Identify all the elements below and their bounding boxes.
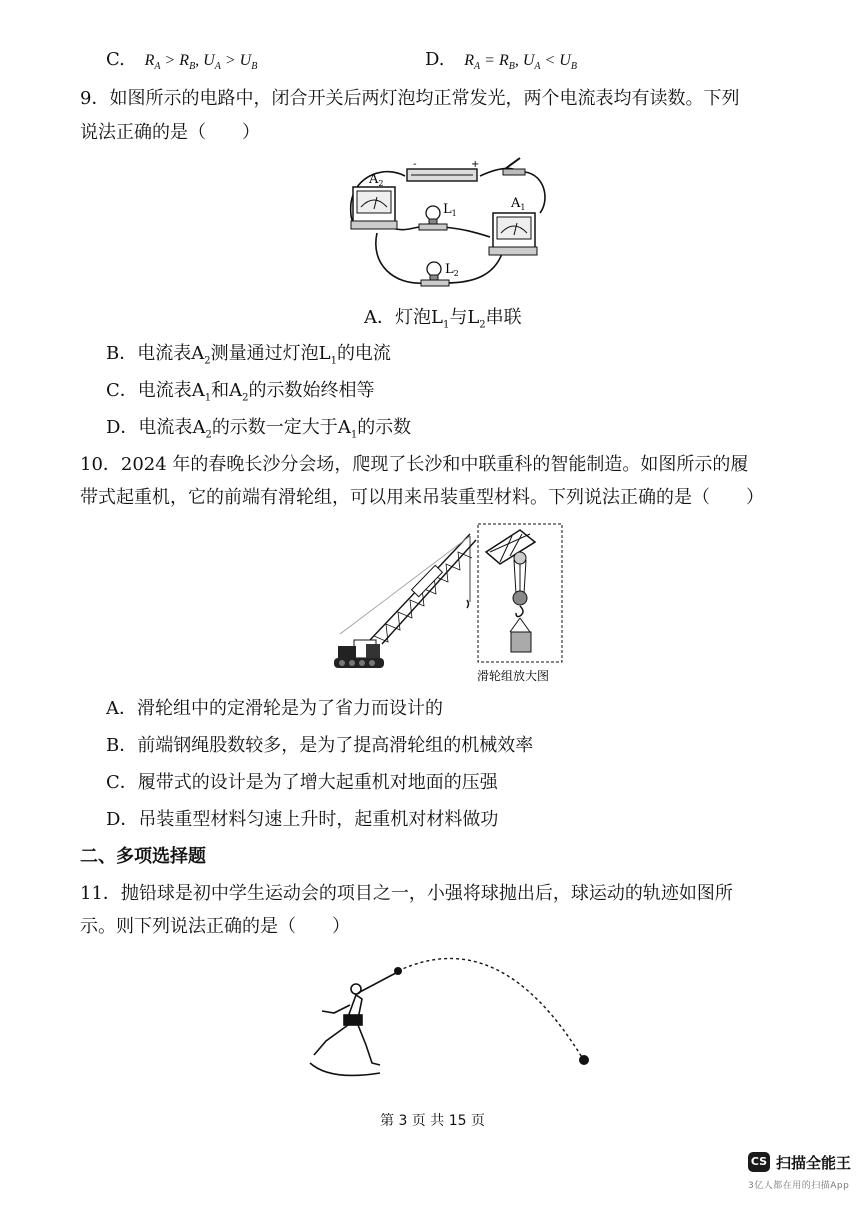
crane-hook (467, 600, 469, 608)
opt-sub: 2 (205, 429, 212, 441)
option-label: C. (106, 49, 125, 70)
opt-text: 的电流 (336, 343, 391, 364)
opt-symbol: L (318, 343, 331, 364)
q9-option-a (364, 306, 522, 338)
switch-lever (505, 158, 520, 169)
opt-sub: 2 (204, 355, 211, 367)
opt-text: D．电流表 (106, 417, 193, 438)
opt-text: 测量通过灯泡 (210, 343, 319, 364)
opt-text: C．电流表 (106, 380, 192, 401)
opt-sub: 1 (350, 429, 358, 441)
pulley-zoom-caption: 滑轮组放大图 (477, 669, 550, 683)
q11-stem-line1: 11．抛铅球是初中学生运动会的项目之一，小强将球抛出后，球运动的轨迹如图所 (80, 883, 733, 904)
opt-symbol: L (467, 307, 480, 328)
opt-text: 串联 (485, 307, 522, 328)
q10-stem-line2: 带式起重机，它的前端有滑轮组，可以用来吊装重型材料。下列说法正确的是（ ） (80, 487, 764, 508)
section-heading-multiple-choice: 二、多项选择题 (80, 846, 206, 867)
q10-stem-line1: 10．2024 年的春晚长沙分会场，爬现了长沙和中联重科的智能制造。如图所示的履 (80, 454, 749, 475)
scanner-app-name: 扫描全能王 (776, 1154, 852, 1172)
q9-stem-line2: 说法正确的是（ ） (80, 122, 260, 143)
a1-label: $A_1$ (511, 196, 526, 212)
athlete (310, 973, 396, 1075)
scanner-tagline: 3亿人都在用的扫描App (748, 1181, 850, 1191)
opt-symbol: A (229, 380, 243, 401)
battery-plus-label: + (471, 159, 480, 170)
opt-sub: 1 (442, 319, 450, 331)
q9-option-c (106, 379, 375, 411)
opt-sub: 2 (242, 392, 249, 404)
q9-stem-line1: 9．如图所示的电路中，闭合开关后两灯泡均正常发光，两个电流表均有读数。下列 (80, 88, 740, 109)
ammeter-a2 (351, 187, 397, 229)
q10-option-a: A．滑轮组中的定滑轮是为了省力而设计的 (106, 698, 443, 719)
q9-option-b (106, 342, 391, 374)
crane-body (334, 640, 384, 668)
opt-symbol: L (431, 307, 443, 328)
q8-option-d-formula: $R_A = R_B$, $U_A < U_B$ (464, 52, 577, 73)
q10-option-d: D．吊装重型材料匀速上升时，起重机对材料做功 (106, 809, 499, 830)
opt-text: 的示数 (357, 417, 412, 438)
q8-option-c-formula: $R_A > R_B$, $U_A > U_B$ (144, 52, 258, 73)
switch-base (503, 169, 525, 175)
shot-put-figure (300, 945, 600, 1095)
crane-figure (330, 522, 570, 690)
opt-symbol: A (191, 380, 205, 401)
scanner-watermark (748, 1150, 853, 1210)
battery-minus-label: - (413, 159, 417, 170)
opt-text: B．电流表 (106, 343, 192, 364)
opt-text: 的示数一定大于 (211, 417, 338, 438)
opt-text: 与 (449, 307, 468, 328)
option-label: D. (425, 49, 445, 70)
crane-boom (340, 534, 476, 644)
opt-text: 的示数始终相等 (248, 380, 375, 401)
l1-label: $L_1$ (443, 202, 457, 218)
load-block (511, 632, 531, 652)
q9-option-d (106, 416, 411, 448)
q10-option-b: B．前端钢绳股数较多，是为了提高滑轮组的机械效率 (106, 735, 534, 756)
page-number: 第 3 页 共 15 页 (380, 1113, 485, 1129)
opt-symbol: A (191, 343, 205, 364)
shot-ball-end (579, 1055, 589, 1065)
q11-stem-line2: 示。则下列说法正确的是（ ） (80, 916, 350, 937)
opt-text: 和 (211, 380, 230, 401)
boom-badge (412, 565, 443, 596)
opt-sub: 2 (479, 319, 486, 331)
l2-label: $L_2$ (445, 262, 459, 278)
q8-option-d (425, 48, 577, 79)
opt-symbol: A (337, 417, 351, 438)
opt-symbol: A (192, 417, 206, 438)
cs-logo-icon: CS (748, 1152, 770, 1172)
q10-option-c: C．履带式的设计是为了增大起重机对地面的压强 (106, 772, 498, 793)
opt-sub: 1 (204, 392, 212, 404)
a2-label: $A_2$ (369, 172, 384, 188)
ammeter-a1 (489, 213, 537, 255)
q8-option-c (106, 48, 257, 79)
opt-sub: 1 (330, 355, 337, 367)
opt-text: A．灯泡 (364, 307, 431, 328)
ball-trajectory (398, 958, 583, 1059)
circuit-diagram (345, 155, 555, 295)
